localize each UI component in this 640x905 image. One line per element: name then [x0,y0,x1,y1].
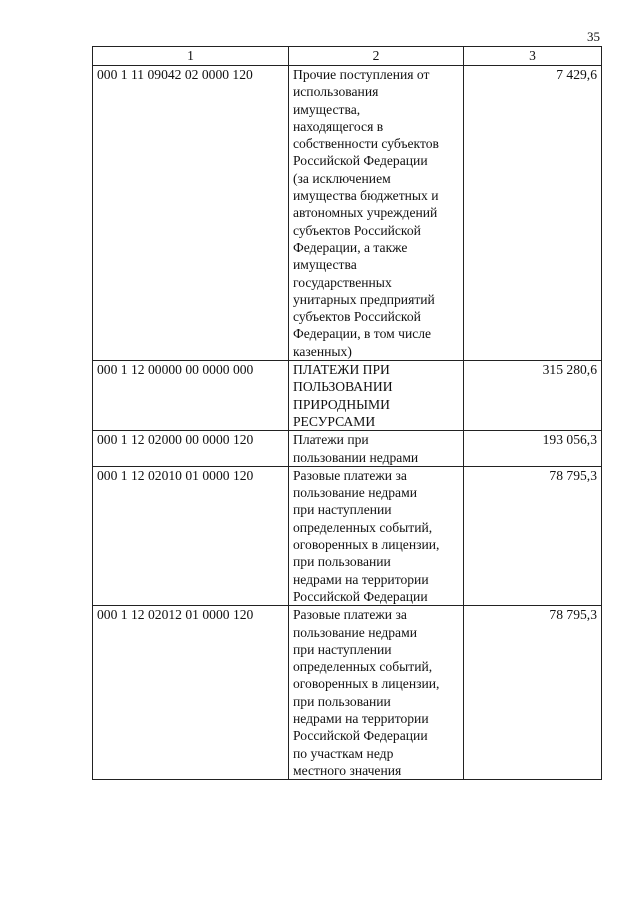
budget-code-cell: 000 1 12 02012 01 0000 120 [93,606,289,780]
table-row [93,431,602,467]
amount-cell: 78 795,3 [464,606,602,780]
revenue-name-cell: ПЛАТЕЖИ ПРИ ПОЛЬЗОВАНИИ ПРИРОДНЫМИ РЕСУРСАМИ [289,361,464,431]
amount-cell: 7 429,6 [464,66,602,361]
column-header-code: 1 [93,47,289,66]
budget-code-cell: 000 1 11 09042 02 0000 120 [93,66,289,361]
budget-code-cell: 000 1 12 02010 01 0000 120 [93,466,289,605]
column-header-amount: 3 [464,47,602,66]
amount-cell: 315 280,6 [464,361,602,431]
page-number: 35 [587,29,600,44]
revenue-name-cell: Платежи при пользовании недрами [289,431,464,467]
amount-cell: 78 795,3 [464,466,602,605]
table-row [93,66,602,361]
revenue-name-cell: Разовые платежи за пользование недрами при наступлении определенных событий, оговоренных в лицензии, при пользовании недрами на территории Российской Федерации по участкам недр местного значения [289,606,464,780]
table-row [93,361,602,431]
revenue-name-cell: Разовые платежи за пользование недрами при наступлении определенных событий, оговоренных в лицензии, при пользовании недрами на территории Российской Федерации [289,466,464,605]
budget-code-cell: 000 1 12 00000 00 0000 000 [93,361,289,431]
table-row [93,606,602,780]
budget-code-cell: 000 1 12 02000 00 0000 120 [93,431,289,467]
budget-revenue-table [92,46,602,780]
table-header-row [93,47,602,66]
column-header-name: 2 [289,47,464,66]
revenue-name-cell: Прочие поступления от использования имущества, находящегося в собственности субъектов Российской Федерации (за исключением имущества бюджетных и автономных учреждений субъектов Российской Федерации, а также имущества государственных унитарных предприятий субъектов Российской Федерации, в том числе казенных) [289,66,464,361]
amount-cell: 193 056,3 [464,431,602,467]
table-row [93,466,602,605]
